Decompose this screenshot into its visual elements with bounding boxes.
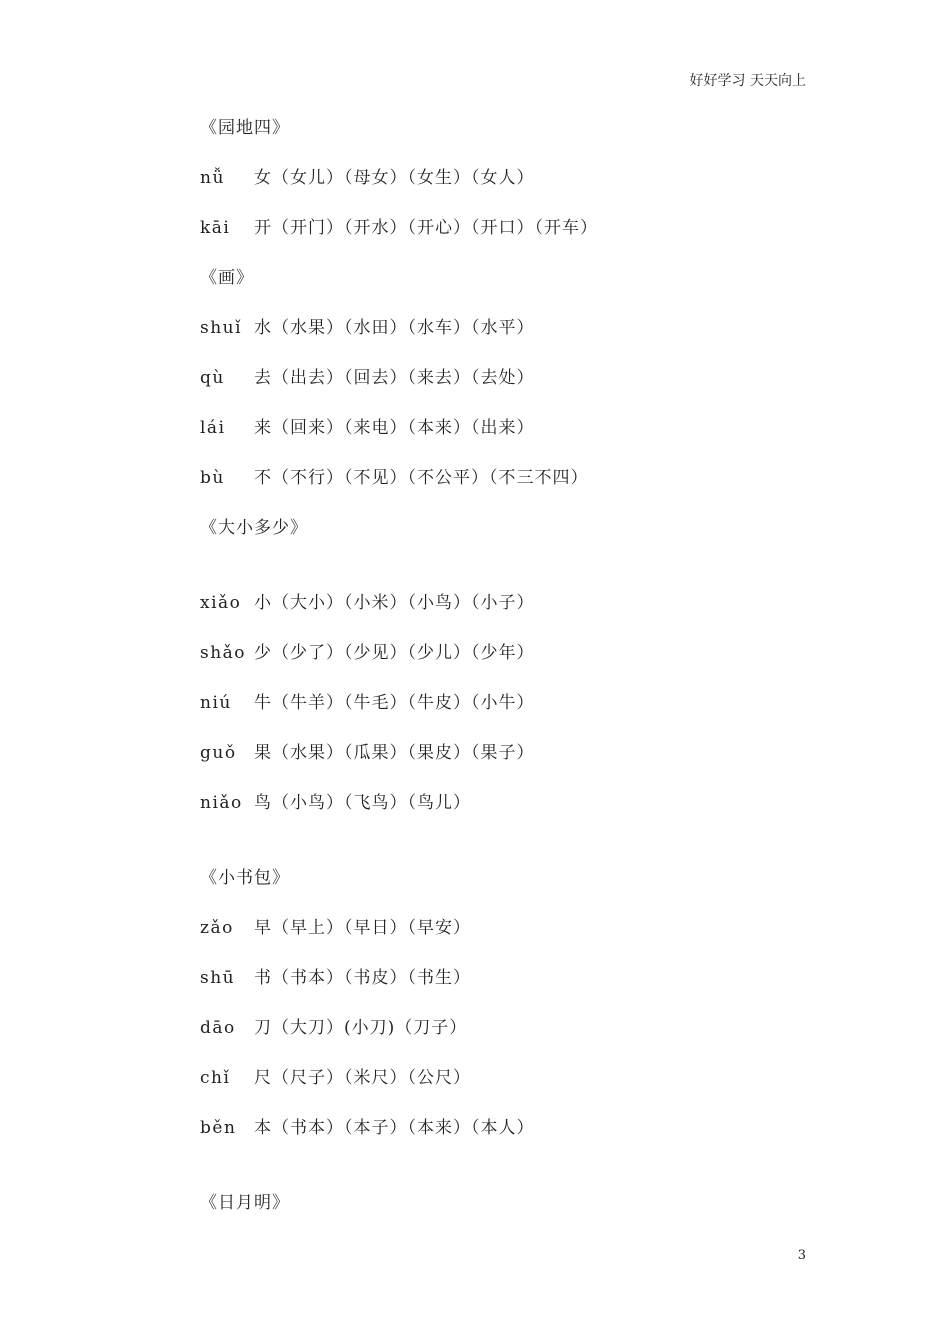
vocab-entry xyxy=(200,214,820,264)
word-list: 鸟（小鸟）（飞鸟）（鸟儿） xyxy=(254,793,471,813)
pinyin: shū xyxy=(200,968,236,988)
word-list: 来（回来）（来电）（本来）（出来） xyxy=(254,418,535,438)
vocab-entry xyxy=(200,964,820,1014)
vocab-entry xyxy=(200,739,820,789)
page-number: 3 xyxy=(797,1248,806,1263)
pinyin: bù xyxy=(200,468,225,488)
pinyin: běn xyxy=(200,1118,237,1138)
vocab-entry xyxy=(200,464,820,514)
vocab-entry xyxy=(200,1014,820,1064)
vocab-entry xyxy=(200,789,820,864)
word-list: 水（水果）（水田）（水车）（水平） xyxy=(254,318,535,338)
vocab-entry xyxy=(200,589,820,639)
word-list: 本（书本）（本子）（本来）（本人） xyxy=(254,1118,535,1138)
vocab-entry xyxy=(200,1064,820,1114)
section-title: 《画》 xyxy=(200,268,254,288)
word-list: 小（大小）（小米）（小鸟）（小子） xyxy=(254,593,535,613)
word-list: 果（水果）（瓜果）（果皮）（果子） xyxy=(254,743,535,763)
word-list: 牛（牛羊）（牛毛）（牛皮）（小牛） xyxy=(254,693,535,713)
word-list: 少（少了）（少见）（少儿）（少年） xyxy=(254,643,535,663)
word-list: 女（女儿）（母女）（女生）（女人） xyxy=(254,168,535,188)
vocab-entry xyxy=(200,364,820,414)
pinyin: xiǎo xyxy=(200,593,242,613)
vocab-entry xyxy=(200,164,820,214)
pinyin: qù xyxy=(200,368,225,388)
pinyin: zǎo xyxy=(200,918,234,938)
pinyin: guǒ xyxy=(200,743,237,763)
section-title: 《大小多少》 xyxy=(200,518,308,538)
pinyin: shuǐ xyxy=(200,318,243,338)
vocab-entry xyxy=(200,639,820,689)
section-title: 《园地四》 xyxy=(200,118,290,138)
section-title: 《小书包》 xyxy=(200,868,290,888)
vocab-entry xyxy=(200,414,820,464)
pinyin: kāi xyxy=(200,218,231,238)
word-list: 开（开门）（开水）（开心）（开口）（开车） xyxy=(254,218,598,238)
pinyin: niǎo xyxy=(200,793,243,813)
vocab-entry xyxy=(200,314,820,364)
pinyin: nǚ xyxy=(200,168,225,188)
vocab-list xyxy=(200,114,820,1239)
pinyin: chǐ xyxy=(200,1068,231,1088)
vocab-entry xyxy=(200,1114,820,1189)
word-list: 刀（大刀）(小刀)（刀子） xyxy=(254,1018,468,1038)
pinyin: niú xyxy=(200,693,232,713)
page-header: 好好学习 天天向上 xyxy=(689,73,806,89)
pinyin: lái xyxy=(200,418,226,438)
word-list: 不（不行）（不见）（不公平）（不三不四） xyxy=(254,468,589,488)
word-list: 书（书本）（书皮）（书生） xyxy=(254,968,471,988)
vocab-entry xyxy=(200,914,820,964)
word-list: 早（早上）（早日）（早安） xyxy=(254,918,471,938)
word-list: 去（出去）（回去）（来去）（去处） xyxy=(254,368,535,388)
pinyin: shǎo xyxy=(200,643,247,663)
section-title: 《日月明》 xyxy=(200,1193,290,1213)
pinyin: dāo xyxy=(200,1018,236,1038)
word-list: 尺（尺子）（米尺）（公尺） xyxy=(254,1068,471,1088)
vocab-entry xyxy=(200,689,820,739)
